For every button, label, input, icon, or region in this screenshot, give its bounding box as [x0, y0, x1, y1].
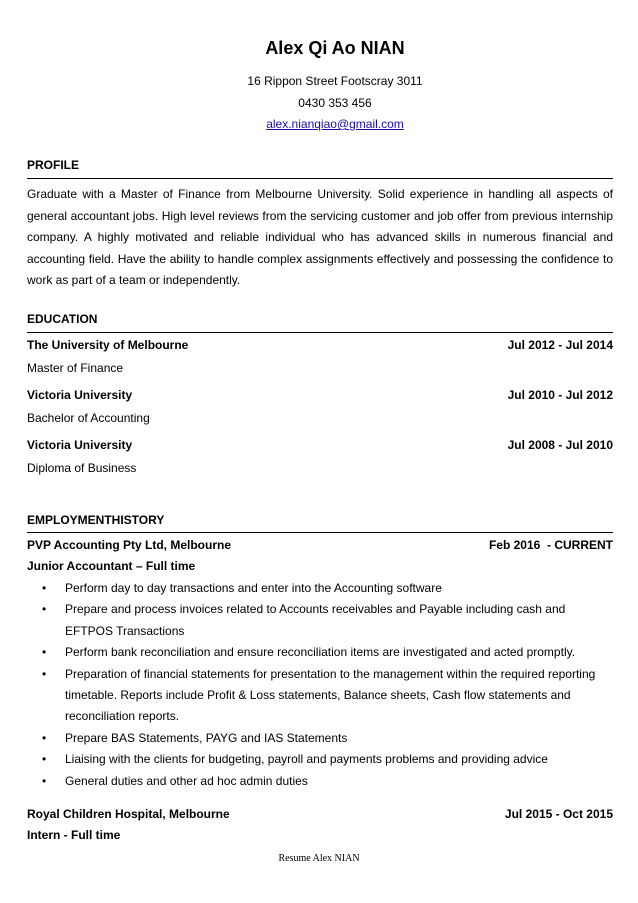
bullet-icon: •	[42, 666, 47, 681]
duty-item: • Preparation of financial statements for presentation to the management within the required reporting timetable. Reports include Profit & Loss statements, Balance sheets, Cash flow statements and reconciliation reports.	[27, 664, 613, 728]
duty-item: • Perform bank reconciliation and ensure reconciliation items are investigated and acted promptly.	[27, 642, 613, 663]
bullet-icon: •	[42, 730, 47, 745]
page-footer: Resume Alex NIAN	[278, 853, 360, 864]
duty-item: • Perform day to day transactions and enter into the Accounting software	[27, 578, 613, 599]
company: PVP Accounting Pty Ltd, Melbourne	[27, 538, 232, 552]
profile-heading: PROFILE	[27, 158, 80, 172]
education-rule	[27, 332, 613, 333]
education-heading: EDUCATION	[27, 312, 98, 326]
degree: Diploma of Business	[27, 461, 137, 475]
education-row	[27, 338, 613, 352]
institution: The University of Melbourne	[27, 338, 189, 352]
profile-text: Graduate with a Master of Finance from Melbourne University. Solid experience in handling all aspects of general accountant jobs. High level reviews from the servicing customer and job offer from previous internship company. A highly motivated and reliable individual who has advanced skills in numerous financial and accounting field. Have the ability to handle complex assignments effectively and possessing the confidence to work as part of a team or independently.	[27, 187, 613, 288]
duty-item: • General duties and other ad hoc admin duties	[27, 771, 613, 792]
institution: Victoria University	[27, 438, 133, 452]
bullet-icon: •	[42, 581, 47, 595]
dates: Jul 2008 - Jul 2010	[507, 438, 613, 452]
duty-item: • Liaising with the clients for budgeting, payroll and payments problems and providing advice	[27, 749, 613, 770]
email-line	[27, 117, 613, 131]
phone-number: 0430 353 456	[298, 96, 372, 110]
address: 16 Rippon Street Footscray 3011	[247, 74, 423, 88]
bullet-icon: •	[42, 645, 47, 660]
dates: Jul 2010 - Jul 2012	[507, 388, 613, 402]
resume-page	[27, 0, 613, 903]
job-row	[27, 807, 613, 821]
job-role: Junior Accountant – Full time	[27, 559, 196, 573]
candidate-name: Alex Qi Ao NIAN	[265, 38, 405, 58]
institution: Victoria University	[27, 388, 133, 402]
duty-item: • Prepare and process invoices related to Accounts receivables and Payable including cash and EFTPOS Transactions	[27, 599, 613, 642]
employment-heading: EMPLOYMENTHISTORY	[27, 513, 165, 527]
bullet-icon: •	[42, 602, 47, 617]
degree: Bachelor of Accounting	[27, 411, 150, 425]
education-row	[27, 438, 613, 452]
bullet-icon: •	[42, 752, 47, 767]
duties-list	[27, 578, 613, 792]
dates: Jul 2015 - Oct 2015	[504, 807, 613, 821]
degree: Master of Finance	[27, 361, 124, 375]
job-role: Intern - Full time	[27, 828, 121, 842]
company: Royal Children Hospital, Melbourne	[27, 807, 230, 821]
profile-rule	[27, 178, 613, 179]
education-row	[27, 388, 613, 402]
employment-rule	[27, 532, 613, 533]
job-row	[27, 538, 613, 552]
bullet-icon: •	[42, 773, 47, 788]
dates: Feb 2016 - CURRENT	[488, 538, 613, 552]
email-link[interactable]: alex.nianqiao@gmail.com	[266, 117, 404, 131]
duty-item: • Prepare BAS Statements, PAYG and IAS Statements	[27, 728, 613, 749]
dates: Jul 2012 - Jul 2014	[507, 338, 613, 352]
